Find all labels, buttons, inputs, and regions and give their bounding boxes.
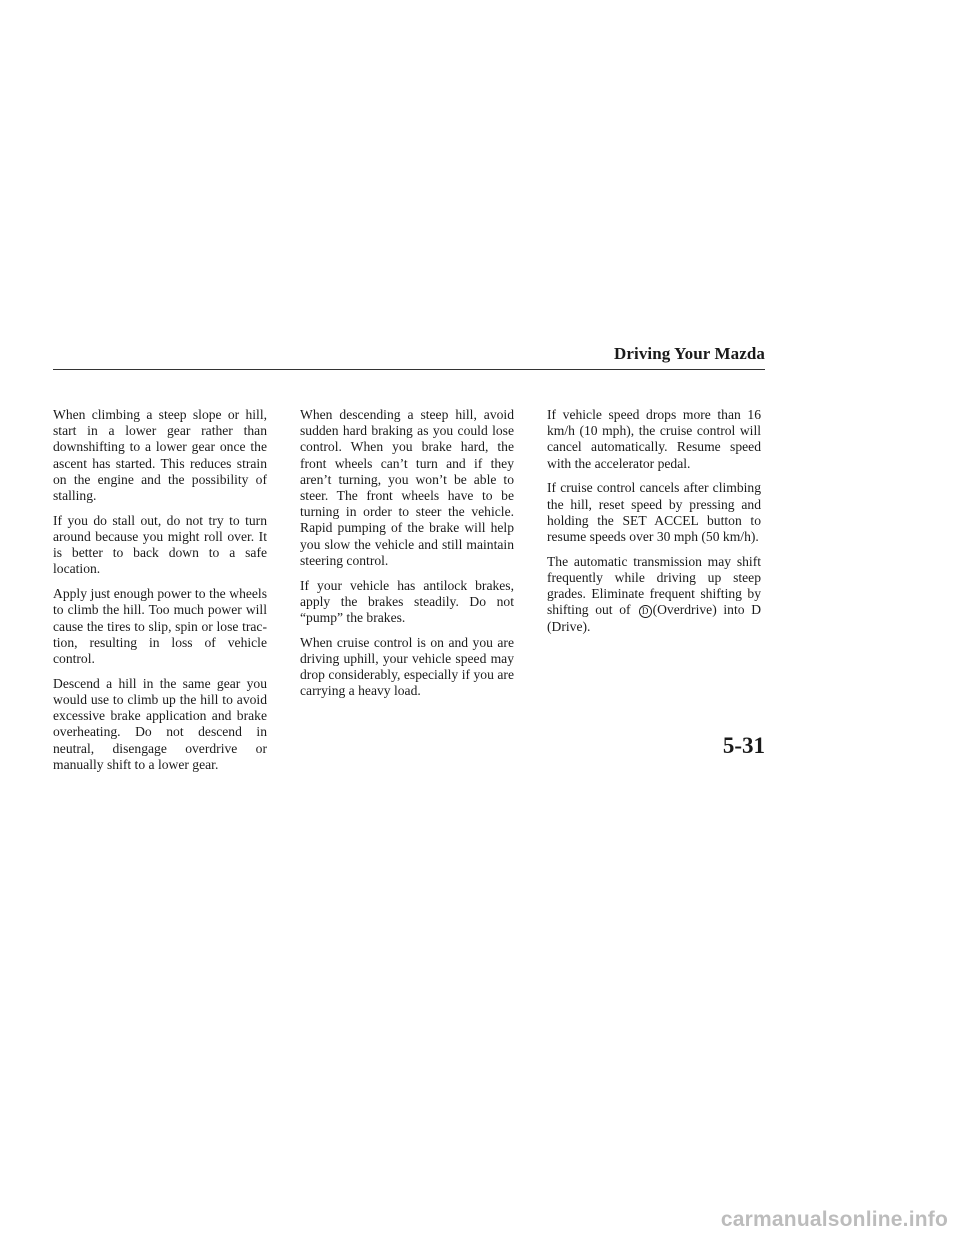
text-column-2 [300, 407, 514, 708]
paragraph-overdrive [547, 554, 761, 635]
paragraph: Apply just enough power to the wheels to climb the hill. Too much power will cause the tires to slip, spin or lose traction, resulting in loss of vehicle control. [53, 586, 267, 667]
paragraph: When cruise control is on and you are driving uphill, your vehicle speed may drop considerably, especially if you are carrying a heavy load. [300, 634, 514, 699]
page-number: 5-31 [722, 733, 765, 758]
section-title: Driving Your Mazda [613, 344, 765, 363]
watermark: carmanualsonline.info [720, 1208, 948, 1231]
header-rule [53, 369, 765, 370]
paragraph: If cruise control cancels after climbing the hill, reset speed by pressing and holding the SET ACCEL button to resume speeds over 30 mph (50 km/h). [547, 480, 761, 545]
paragraph: When climbing a steep slope or hill, start in a lower gear rather than downshifting to a lower gear once the ascent has started. This reduces strain on the engine and the possibility of stalling. [53, 407, 267, 504]
paragraph-text: The automatic transmission may shift frequently while driving up steep grades. Eliminate frequent shifting by shifting out of [547, 553, 761, 618]
text-column-1 [53, 407, 267, 782]
paragraph: When descending a steep hill, avoid sudden hard braking as you could lose control. When you brake hard, the front wheels can’t turn and if they aren’t turning, you won’t be able to steer. The front wheels have to be turning in order to steer the vehicle. Rapid pumping of the brake will help you slow the vehicle and still maintain steering control. [300, 407, 514, 568]
overdrive-symbol-icon: D [639, 605, 652, 618]
text-column-3 [547, 407, 761, 643]
paragraph: If vehicle speed drops more than 16 km/h (10 mph), the cruise control will cancel automatically. Resume speed with the accelerator pedal. [547, 407, 761, 471]
paragraph: If you do stall out, do not try to turn around because you might roll over. It is better to back down to a safe location. [53, 512, 267, 577]
paragraph-text: (Overdrive) into D (Drive). [547, 602, 762, 634]
paragraph: If your vehicle has antilock brakes, apply the brakes steadily. Do not “pump” the brakes. [300, 577, 514, 626]
paragraph: Descend a hill in the same gear you would use to climb up the hill to avoid excessive brake application and brake overheating. Do not descend in neutral, disengage overdrive or manually shift to a lower gear. [53, 675, 267, 772]
